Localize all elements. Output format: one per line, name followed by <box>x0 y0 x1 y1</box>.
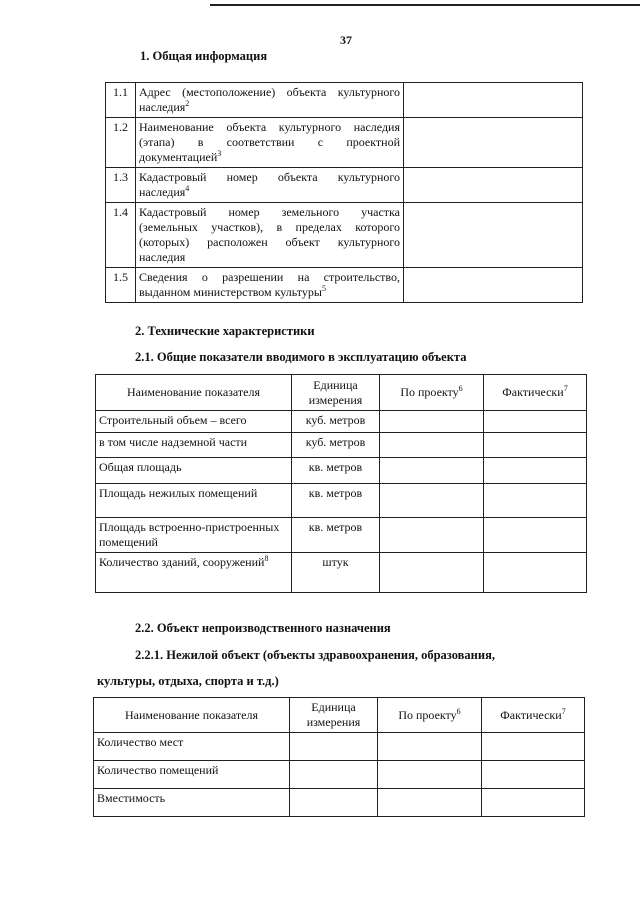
project-value <box>380 433 484 458</box>
project-value <box>380 458 484 484</box>
table-row <box>94 761 585 789</box>
table-row <box>106 268 583 303</box>
footnote-ref: 8 <box>264 554 269 563</box>
nonresidential-table <box>93 697 585 817</box>
indicator-name <box>96 433 292 458</box>
indicator-unit: кв. метров <box>292 484 380 518</box>
header-unit: Единица измерения <box>290 698 378 733</box>
cell-text: в том числе надземной части <box>99 435 248 449</box>
actual-value <box>482 789 585 817</box>
cell-text: Кадастровый номер земельного участка (земельных участков), в пределах которого (которых) расположен объект культурного наследия <box>139 205 400 264</box>
row-number: 1.5 <box>106 268 136 303</box>
indicator-unit: кв. метров <box>292 518 380 553</box>
footnote-ref: 5 <box>321 284 326 293</box>
indicator-name: Количество помещений <box>94 761 290 789</box>
row-number: 1.1 <box>106 83 136 118</box>
table-row <box>96 553 587 593</box>
page-number: 37 <box>340 33 352 47</box>
footnote-ref: 3 <box>217 149 222 158</box>
cell-text: Общая площадь <box>99 460 182 474</box>
actual-value <box>484 433 587 458</box>
section1-title: 1. Общая информация <box>140 49 268 63</box>
cell-text: Сведения о разрешении на строительство, выданном министерством культуры <box>139 270 400 299</box>
footnote-ref: 2 <box>185 99 190 108</box>
header-unit: Единица измерения <box>292 375 380 411</box>
section22-title: 2.2. Объект непроизводственного назначения <box>135 621 391 635</box>
table-header-row <box>96 375 587 411</box>
cell-text: Площадь встроенно-пристроенных помещений <box>99 520 280 549</box>
row-label <box>136 268 404 303</box>
indicator-name <box>96 458 292 484</box>
row-value <box>404 203 583 268</box>
section21-title: 2.1. Общие показатели вводимого в эксплуатацию объекта <box>135 350 467 364</box>
project-value <box>380 518 484 553</box>
cell-text: Кадастровый номер объекта культурного наследия <box>139 170 400 199</box>
indicator-name: Вместимость <box>94 789 290 817</box>
actual-value <box>484 484 587 518</box>
actual-value <box>484 411 587 433</box>
actual-value <box>484 458 587 484</box>
project-value <box>380 484 484 518</box>
indicator-name <box>96 411 292 433</box>
actual-value <box>482 761 585 789</box>
table-header-row <box>94 698 585 733</box>
table-row <box>96 484 587 518</box>
table-row <box>106 118 583 168</box>
table-row <box>96 411 587 433</box>
indicator-unit: кв. метров <box>292 458 380 484</box>
row-number: 1.2 <box>106 118 136 168</box>
header-name: Наименование показателя <box>94 698 290 733</box>
cell-text: Строительный объем – всего <box>99 413 247 427</box>
actual-value <box>484 518 587 553</box>
row-value <box>404 118 583 168</box>
row-number: 1.4 <box>106 203 136 268</box>
section221-title: 2.2.1. Нежилой объект (объекты здравоохранения, образования, культуры, отдыха, спорта и т.д.) <box>97 648 495 688</box>
table-row <box>94 789 585 817</box>
table-row <box>106 83 583 118</box>
indicator-unit <box>290 733 378 761</box>
indicator-name <box>96 484 292 518</box>
project-value <box>380 411 484 433</box>
cell-text: Площадь нежилых помещений <box>99 486 258 500</box>
project-value <box>378 761 482 789</box>
table-row <box>96 518 587 553</box>
header-project: По проекту$^6$ <box>378 698 482 733</box>
row-number: 1.3 <box>106 168 136 203</box>
row-value <box>404 83 583 118</box>
table-row <box>106 203 583 268</box>
header-project: По проекту$^6$ <box>380 375 484 411</box>
cell-text: Количество зданий, сооружений <box>99 555 265 569</box>
project-value <box>380 553 484 593</box>
table-row <box>96 458 587 484</box>
indicator-unit: куб. метров <box>292 433 380 458</box>
indicator-name: Количество мест <box>94 733 290 761</box>
top-border-line <box>210 4 640 6</box>
general-info-table <box>105 82 583 303</box>
table-row <box>94 733 585 761</box>
table-row <box>106 168 583 203</box>
cell-text: Адрес (местоположение) объекта культурного наследия <box>139 85 400 114</box>
row-label <box>136 83 404 118</box>
header-actual: Фактически$^7$ <box>484 375 587 411</box>
indicator-name <box>96 553 292 593</box>
row-value <box>404 268 583 303</box>
indicator-name <box>96 518 292 553</box>
project-value <box>378 789 482 817</box>
header-name: Наименование показателя <box>96 375 292 411</box>
header-actual: Фактически$^7$ <box>482 698 585 733</box>
actual-value <box>484 553 587 593</box>
footnote-ref: 4 <box>185 184 190 193</box>
general-indicators-table <box>95 374 587 593</box>
table-row <box>96 433 587 458</box>
indicator-unit: штук <box>292 553 380 593</box>
cell-text: Наименование объекта культурного наследия (этапа) в соответствии с проектной документацией <box>139 120 400 164</box>
row-label <box>136 118 404 168</box>
project-value <box>378 733 482 761</box>
section2-title: 2. Технические характеристики <box>135 324 315 338</box>
actual-value <box>482 733 585 761</box>
indicator-unit <box>290 761 378 789</box>
indicator-unit <box>290 789 378 817</box>
row-value <box>404 168 583 203</box>
indicator-unit: куб. метров <box>292 411 380 433</box>
row-label <box>136 168 404 203</box>
row-label <box>136 203 404 268</box>
